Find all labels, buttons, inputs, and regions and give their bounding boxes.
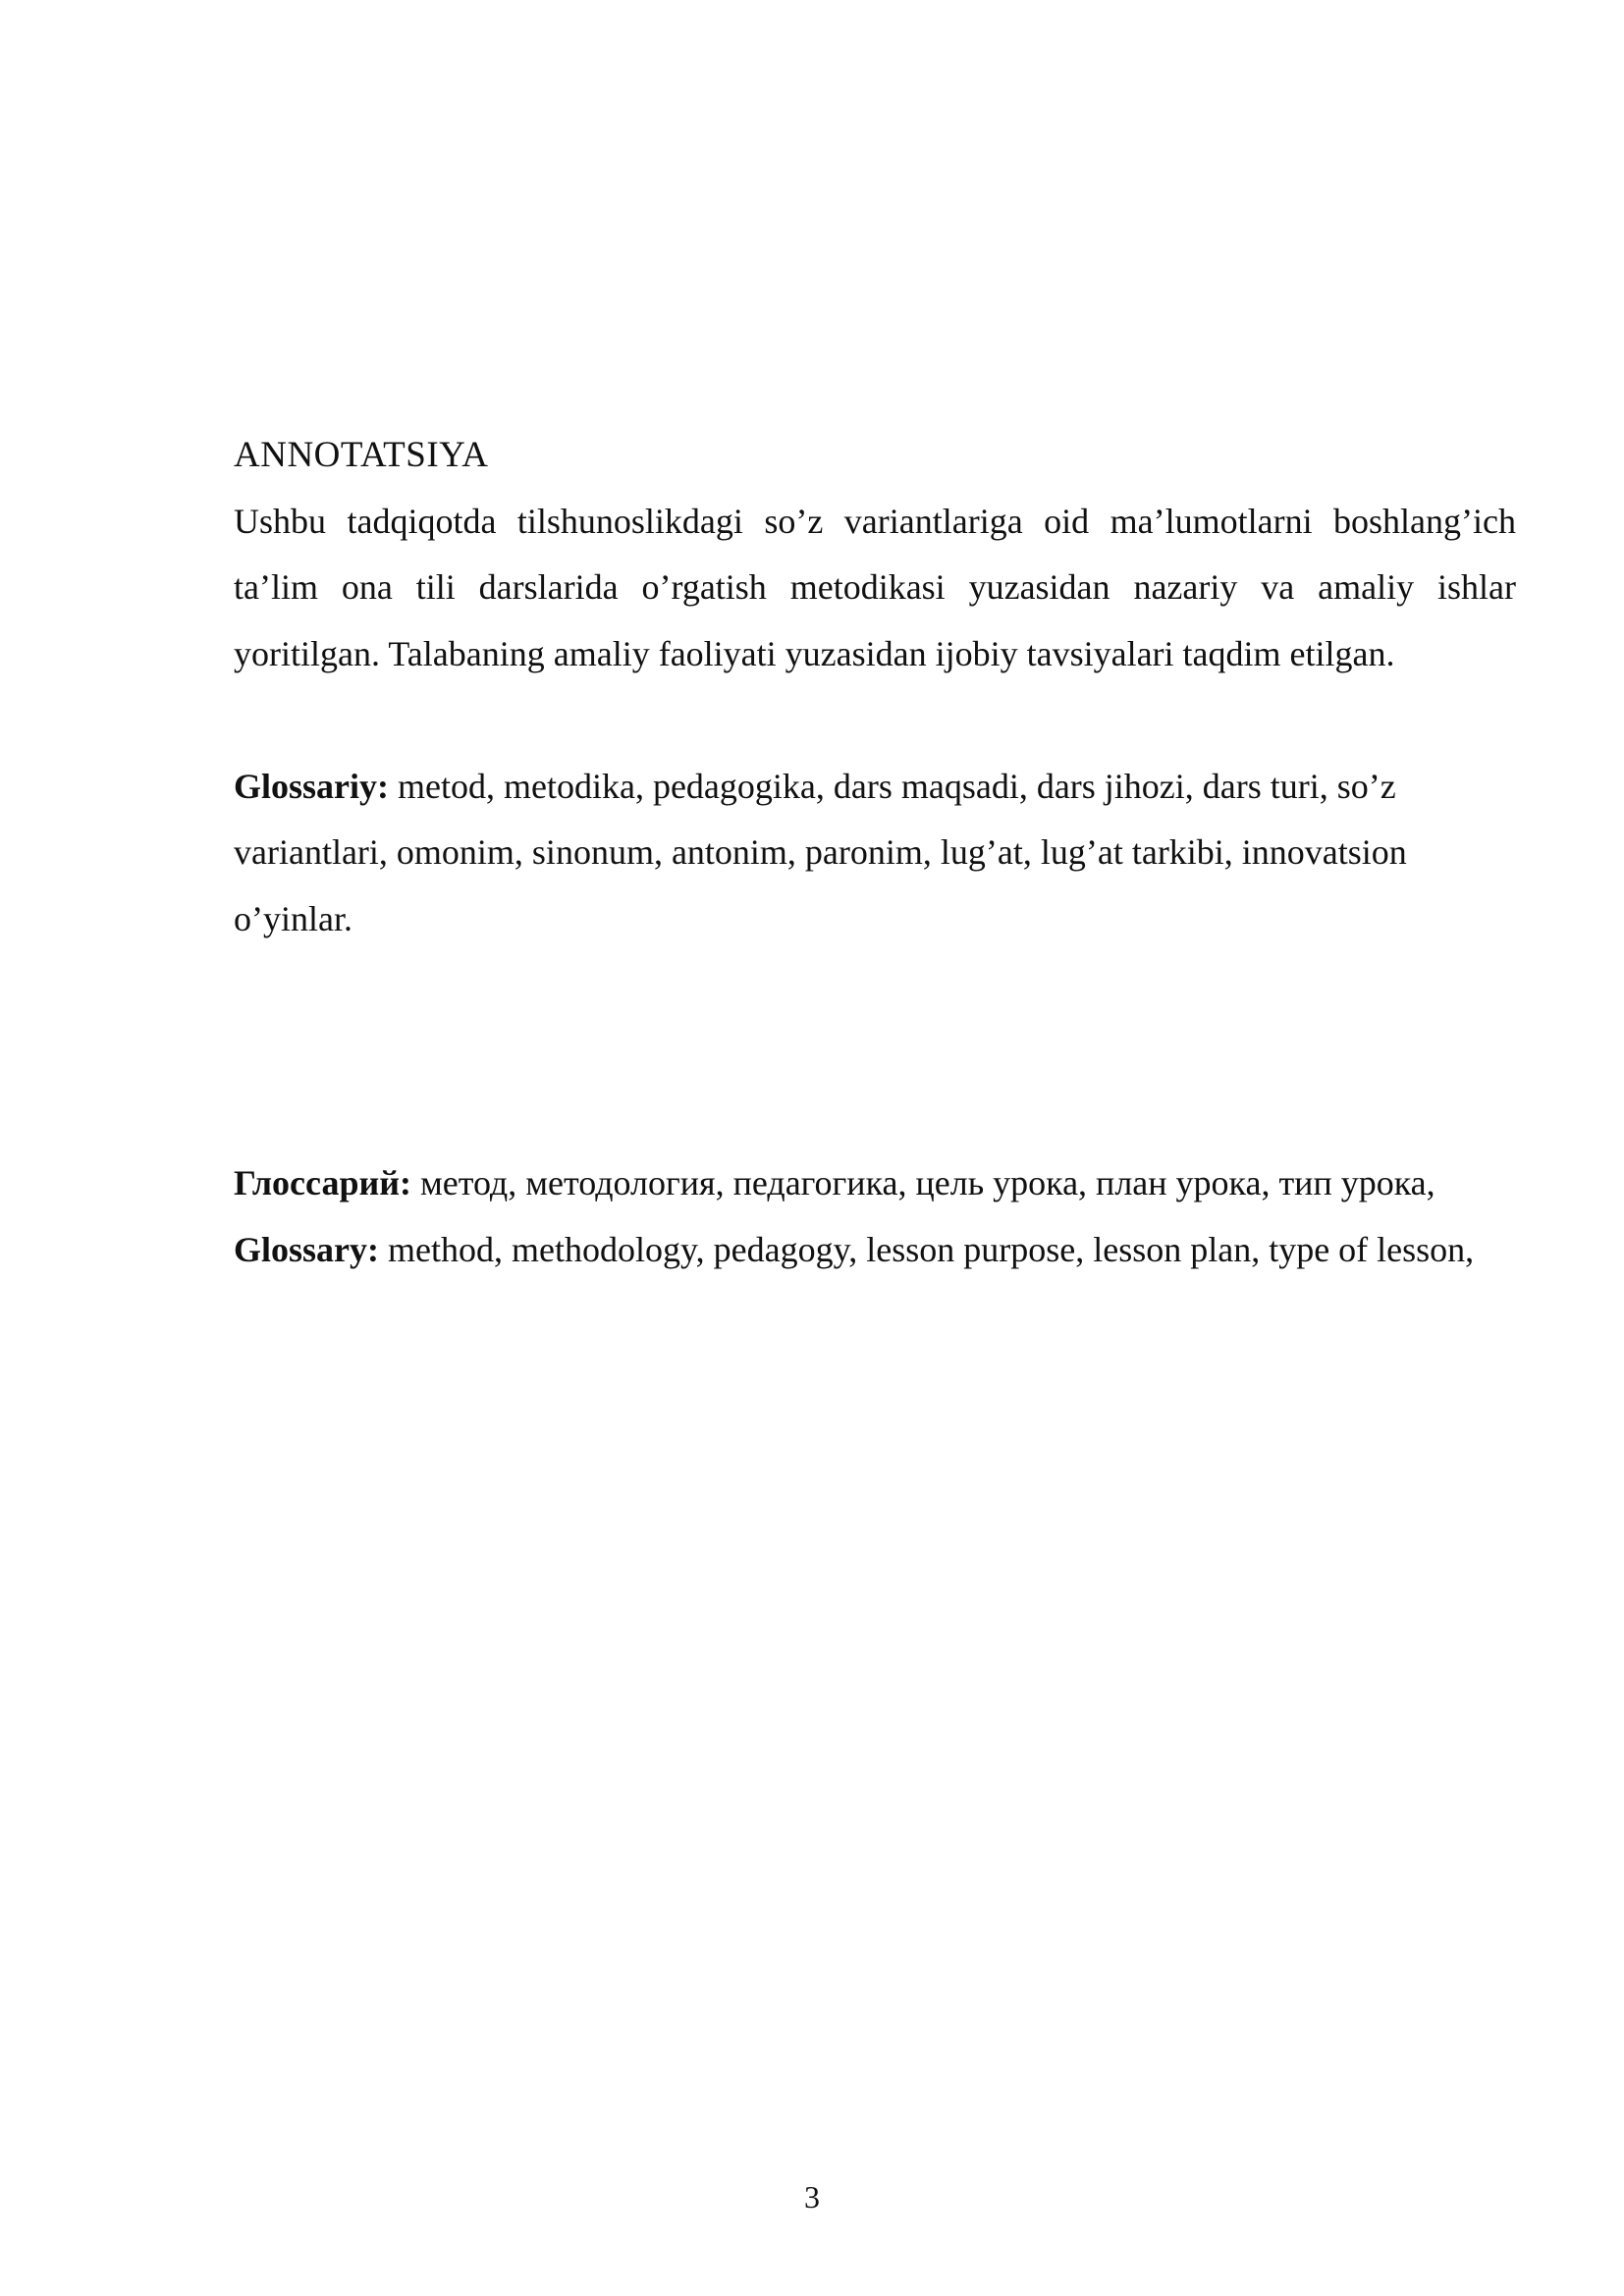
annotation-body: Ushbu tadqiqotda tilshunoslikdagi so’z variantlariga oid ma’lumotlarni boshlang’ich ta’lim ona tili darslarida o’rgatish metodikasi yuzasidan nazariy va amaliy ishlar yoritilgan. Talabaning amaliy faoliyati yuzasidan ijobiy tavsiyalari taqdim etilgan. [234, 501, 1516, 673]
page-number: 3 [804, 2179, 820, 2215]
glossary-ru [234, 1150, 1516, 1217]
glossary-uz [234, 754, 1516, 953]
glossary-uz-label: Glossariy: [234, 766, 389, 806]
glossary-ru-text: метод, методология, педагогика, цель урока, план урока, тип урока, [410, 1163, 1435, 1202]
spacer [234, 952, 1516, 1150]
glossary-en-text: method, methodology, pedagogy, lesson purpose, lesson plan, type of lesson, [379, 1229, 1475, 1269]
glossary-uz-text: metod, metodika, pedagogika, dars maqsadi, dars jihozi, dars turi, so’z variantlari, omonim, sinonum, antonim, paronim, lug’at, lug’at tarkibi, innovatsion o’yinlar. [234, 766, 1407, 938]
spacer [234, 687, 1516, 754]
page-content [234, 422, 1516, 1283]
glossary-en [234, 1217, 1516, 1284]
glossary-ru-label: Глоссарий: [234, 1163, 411, 1202]
glossary-en-label: Glossary: [234, 1229, 379, 1269]
annotation-heading: ANNOTATSIYA [234, 435, 489, 475]
